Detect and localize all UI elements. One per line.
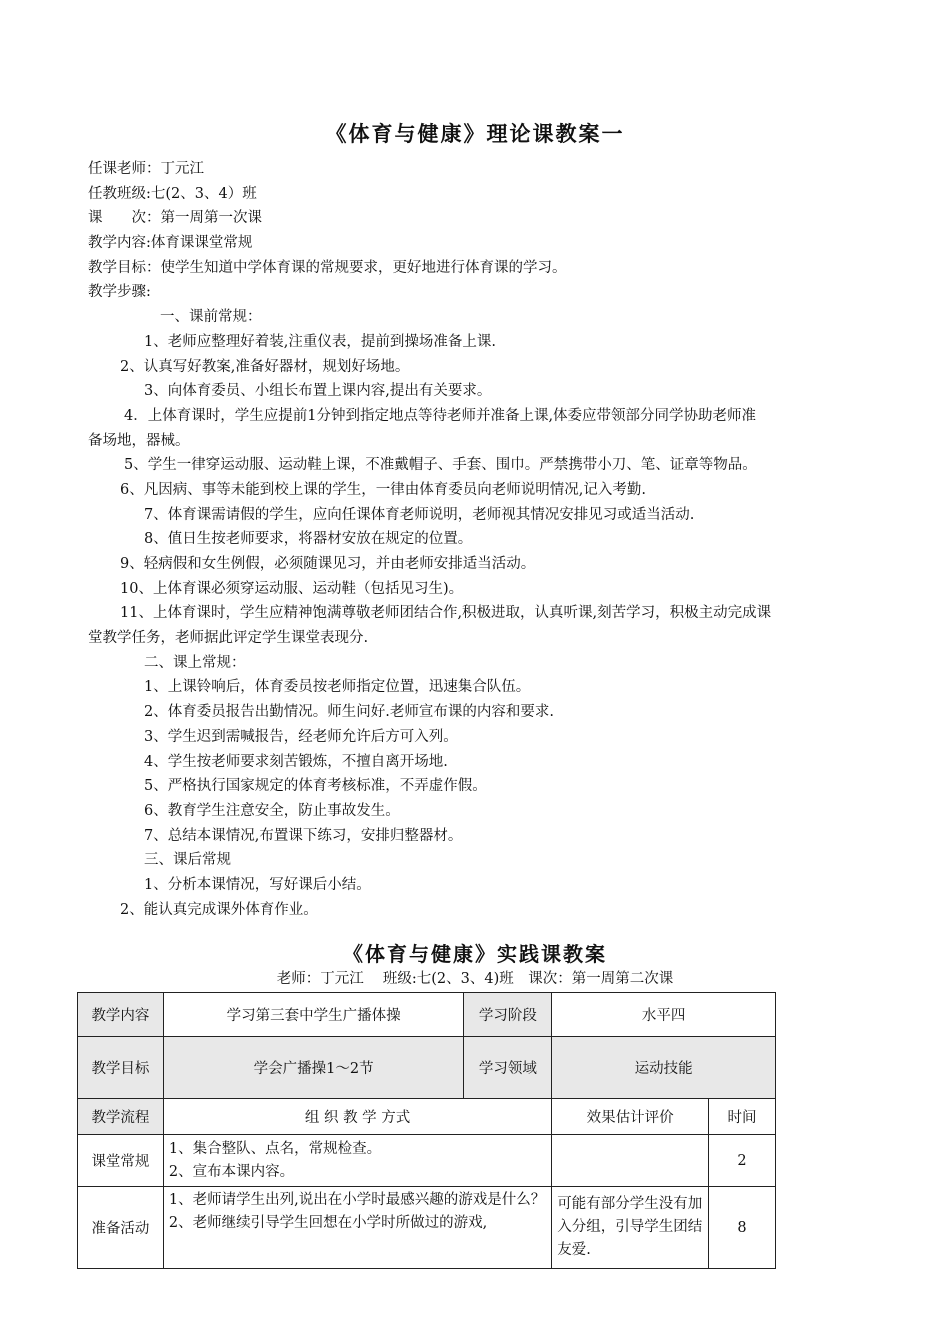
flow-header-cell: 教学流程 <box>78 1099 164 1135</box>
method-line: 2、宣布本课内容。 <box>168 1163 295 1180</box>
list-item: 4．上体育课时，学生应提前1分钟到指定地点等待老师并准备上课,体委应带领部分同学协助老师准 <box>124 407 757 424</box>
list-item: 2、体育委员报告出勤情况。师生问好.老师宣布课的内容和要求. <box>144 704 554 721</box>
list-item: 5、严格执行国家规定的体育考核标准，不弄虚作假。 <box>144 778 487 795</box>
time-header-cell: 时间 <box>709 1099 776 1135</box>
evaluation-header-cell: 效果估计评价 <box>552 1099 709 1135</box>
class-line: 任教班级:七(2、3、4）班 <box>88 185 257 202</box>
objective-header-cell: 教学目标 <box>78 1037 164 1099</box>
table-row <box>78 1187 776 1269</box>
list-item: 1、上课铃响后，体育委员按老师指定位置，迅速集合队伍。 <box>144 679 531 696</box>
section-heading: 二、课上常规： <box>144 654 246 671</box>
list-item: 7、总结本课情况,布置课下练习，安排归整器材。 <box>144 827 463 844</box>
evaluation-cell: 可能有部分学生没有加入分组，引导学生团结友爱. <box>552 1187 709 1269</box>
list-item: 7、体育课需请假的学生，应向任课体育老师说明，老师视其情况安排见习或适当活动. <box>144 506 695 523</box>
steps-heading: 教学步骤: <box>88 284 151 301</box>
table-row <box>78 1135 776 1187</box>
list-item-continued: 备场地，器械。 <box>88 432 190 449</box>
list-item: 3、向体育委员、小组长布置上课内容,提出有关要求。 <box>144 383 492 400</box>
time-cell: 8 <box>709 1187 776 1269</box>
method-cell <box>163 1187 551 1269</box>
theory-lesson-body <box>88 157 878 922</box>
list-item: 3、学生迟到需喊报告，经老师允许后方可入列。 <box>144 728 458 745</box>
evaluation-cell <box>552 1135 709 1187</box>
domain-value-cell: 运动技能 <box>552 1037 776 1099</box>
content-header-cell: 教学内容 <box>78 993 164 1037</box>
method-header-cell: 组 织 教 学 方式 <box>163 1099 551 1135</box>
list-item: 4、学生按老师要求刻苦锻炼，不擅自离开场地. <box>144 753 448 770</box>
domain-header-cell: 学习领域 <box>464 1037 552 1099</box>
list-item: 1、分析本课情况，写好课后小结。 <box>144 876 371 893</box>
practice-lesson-meta: 老师：丁元江 班级:七(2、3、4)班 课次：第一周第二次课 <box>276 971 674 987</box>
table-header-row <box>78 1099 776 1135</box>
method-line: 1、集合整队、点名，常规检查。 <box>168 1140 382 1157</box>
list-item: 2、能认真完成课外体育作业。 <box>120 901 318 918</box>
method-line: 1、老师请学生出列,说出在小学时最感兴趣的游戏是什么？ <box>168 1192 546 1208</box>
table-row <box>78 993 776 1037</box>
list-item: 5、学生一律穿运动服、运动鞋上课，不准戴帽子、手套、围巾。严禁携带小刀、笔、证章等物品。 <box>124 457 757 474</box>
theory-lesson-title: 《体育与健康》理论课教案一 <box>325 122 625 146</box>
list-item: 8、值日生按老师要求，将器材安放在规定的位置。 <box>144 531 473 548</box>
stage-cell: 准备活动 <box>78 1187 164 1269</box>
list-item: 6、凡因病、事等未能到校上课的学生，一律由体育委员向老师说明情况,记入考勤. <box>120 481 646 498</box>
list-item: 1、老师应整理好着装,注重仪表，提前到操场准备上课. <box>144 333 496 350</box>
list-item: 6、教育学生注意安全，防止事故发生。 <box>144 802 400 819</box>
practice-lesson-title: 《体育与健康》实践课教案 <box>343 942 607 966</box>
stage-cell: 课堂常规 <box>78 1135 164 1187</box>
method-cell <box>163 1135 551 1187</box>
list-item: 11、上体育课时，学生应精神饱满尊敬老师团结合作,积极进取，认真听课,刻苦学习，积极主动完成课 <box>120 605 772 622</box>
section-heading: 一、课前常规： <box>160 309 262 326</box>
lesson-plan-table <box>77 992 776 1269</box>
session-line: 课 次：第一周第一次课 <box>88 210 262 227</box>
time-cell: 2 <box>709 1135 776 1187</box>
section-heading: 三、课后常规 <box>144 852 231 869</box>
list-item: 9、轻病假和女生例假，必须随课见习，并由老师安排适当活动。 <box>120 556 536 572</box>
teacher-line: 任课老师：丁元江 <box>88 161 204 177</box>
objective-value-cell: 学会广播操1～2节 <box>163 1037 464 1099</box>
objective-line: 教学目标：使学生知道中学体育课的常规要求，更好地进行体育课的学习。 <box>88 259 567 276</box>
list-item: 10、上体育课必须穿运动服、运动鞋（包括见习生)。 <box>120 580 464 597</box>
list-item: 2、认真写好教案,准备好器材，规划好场地。 <box>120 358 410 375</box>
list-item-continued: 堂教学任务，老师据此评定学生课堂表现分. <box>88 630 369 647</box>
method-line: 2、老师继续引导学生回想在小学时所做过的游戏, <box>168 1215 488 1231</box>
content-line: 教学内容:体育课课堂常规 <box>88 235 253 252</box>
stage-header-cell: 学习阶段 <box>464 993 552 1037</box>
table-row <box>78 1037 776 1099</box>
content-value-cell: 学习第三套中学生广播体操 <box>163 993 464 1037</box>
stage-value-cell: 水平四 <box>552 993 776 1037</box>
